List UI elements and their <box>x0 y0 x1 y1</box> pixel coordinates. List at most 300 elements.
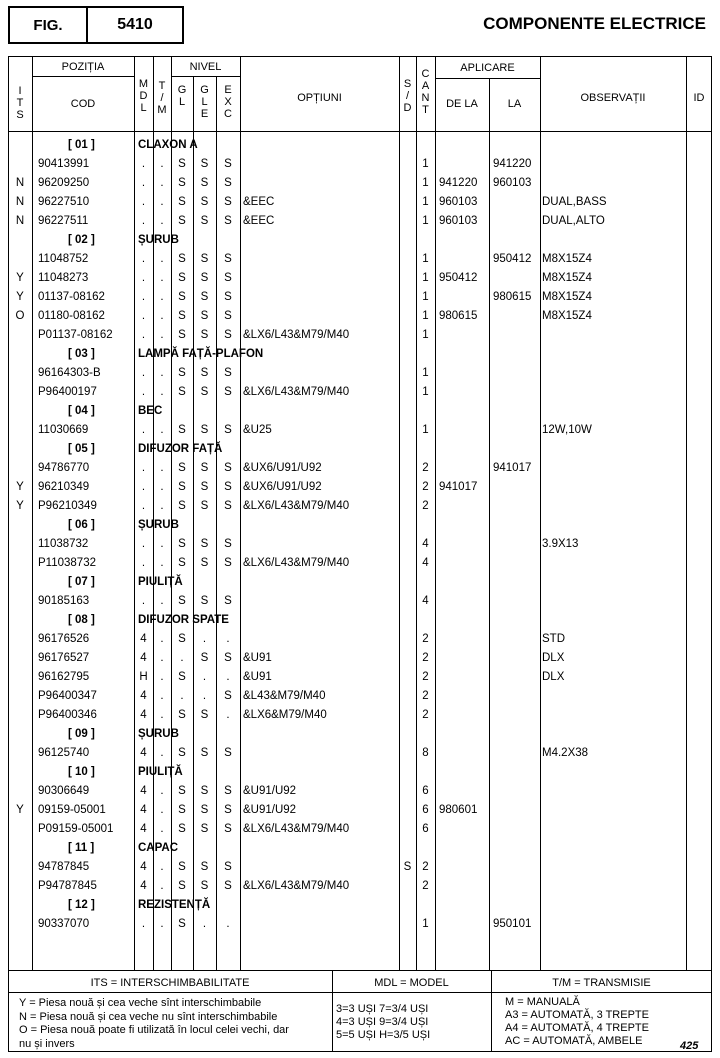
part-code: 09159-05001 <box>38 804 106 816</box>
level-exc: S <box>224 690 232 702</box>
section-header-row <box>0 727 720 746</box>
page-title: COMPONENTE ELECTRICE <box>483 14 706 33</box>
transmission-code: . <box>160 329 164 341</box>
transmission-code: . <box>160 538 164 550</box>
transmission-code: . <box>160 291 164 303</box>
applies-to: 980615 <box>493 291 532 303</box>
level-exc: . <box>226 918 230 930</box>
section-header-row <box>0 841 720 860</box>
quantity: 1 <box>422 272 429 284</box>
table-row <box>0 480 720 499</box>
part-code: P96400197 <box>38 386 97 398</box>
level-exc: S <box>224 595 232 607</box>
model-code: 4 <box>140 709 147 721</box>
quantity: 6 <box>422 804 429 816</box>
model-code: . <box>141 272 146 284</box>
its-code: Y <box>16 500 24 512</box>
model-code: . <box>141 595 146 607</box>
level-gle: S <box>200 424 209 436</box>
position-number: [ 10 ] <box>68 766 95 778</box>
table-row <box>0 309 720 328</box>
column-header-mdl: M D L <box>138 78 149 114</box>
quantity: 2 <box>422 880 429 892</box>
quantity: 1 <box>422 215 429 227</box>
section-header-row <box>0 347 720 366</box>
model-code: 4 <box>140 880 147 892</box>
level-gle: S <box>200 367 209 379</box>
table-row <box>0 917 720 936</box>
applies-to: 950412 <box>493 253 532 265</box>
part-name: LAMPĂ FAȚĂ-PLAFON <box>138 348 264 360</box>
model-code: 4 <box>140 785 147 797</box>
level-exc: S <box>224 823 232 835</box>
part-name: BEC <box>138 405 163 417</box>
column-header-sd: S / D <box>403 78 412 114</box>
level-gle: S <box>200 557 209 569</box>
position-number: [ 03 ] <box>68 348 95 360</box>
transmission-code: . <box>160 557 164 569</box>
table-row <box>0 328 720 347</box>
level-exc: S <box>224 215 232 227</box>
options: &LX6&M79/M40 <box>243 709 327 721</box>
model-code: . <box>141 310 146 322</box>
part-code: 94787845 <box>38 861 90 873</box>
column-header-exc: E X C <box>224 84 232 120</box>
level-gle: S <box>200 595 209 607</box>
quantity: 4 <box>422 595 429 607</box>
table-row <box>0 176 720 195</box>
position-number: [ 05 ] <box>68 443 95 455</box>
part-code: 11030669 <box>38 424 89 436</box>
applies-from: 941017 <box>439 481 478 493</box>
section-header-row <box>0 404 720 423</box>
transmission-code: . <box>160 272 164 284</box>
level-exc: S <box>224 481 232 493</box>
quantity: 8 <box>422 747 429 759</box>
part-code: P01137-08162 <box>38 329 113 341</box>
table-row <box>0 461 720 480</box>
part-name: CAPAC <box>138 842 179 854</box>
table-row <box>0 290 720 309</box>
legend-tm-line: A3 = AUTOMATĂ, 3 TREPTE <box>505 1009 649 1021</box>
column-header-id: ID <box>693 92 705 104</box>
grid-line <box>8 131 712 132</box>
section-header-row <box>0 442 720 461</box>
transmission-code: . <box>160 177 164 189</box>
its-code: N <box>15 215 25 227</box>
level-gl: S <box>178 880 186 892</box>
quantity: 1 <box>422 424 429 436</box>
level-exc: S <box>224 880 232 892</box>
level-gle: S <box>200 291 209 303</box>
level-gle: S <box>200 272 209 284</box>
table-row <box>0 632 720 651</box>
table-row <box>0 157 720 176</box>
level-gl: S <box>178 595 186 607</box>
table-row <box>0 708 720 727</box>
transmission-code: . <box>160 918 164 930</box>
level-exc: S <box>224 861 232 873</box>
observations: M8X15Z4 <box>542 291 592 303</box>
observations: 3.9X13 <box>542 538 579 550</box>
transmission-code: . <box>160 215 164 227</box>
legend-tm-title: T/M = TRANSMISIE <box>552 977 651 989</box>
quantity: 1 <box>422 291 429 303</box>
model-code: . <box>141 177 146 189</box>
options: &LX6/L43&M79/M40 <box>243 329 350 341</box>
part-name: ȘURUB <box>138 234 179 246</box>
column-header-cod: COD <box>70 98 96 110</box>
level-gl: S <box>178 367 186 379</box>
level-gle: S <box>200 481 209 493</box>
level-exc: S <box>224 158 232 170</box>
level-exc: . <box>226 671 230 683</box>
quantity: 2 <box>422 633 429 645</box>
level-gl: S <box>178 291 186 303</box>
level-exc: S <box>224 557 232 569</box>
table-row <box>0 195 720 214</box>
level-gl: S <box>178 785 186 797</box>
level-gle: S <box>200 709 209 721</box>
legend-tm-line: A4 = AUTOMATĂ, 4 TREPTE <box>505 1022 649 1034</box>
level-gl: S <box>178 272 186 284</box>
level-gl: . <box>180 690 184 702</box>
options: &LX6/L43&M79/M40 <box>243 500 350 512</box>
level-exc: S <box>224 253 232 265</box>
level-gl: S <box>178 804 186 816</box>
table-row <box>0 689 720 708</box>
level-gle: S <box>200 785 209 797</box>
its-code: Y <box>16 804 24 816</box>
table-row <box>0 670 720 689</box>
level-gle: S <box>200 652 209 664</box>
quantity: 1 <box>422 253 429 265</box>
model-code: 4 <box>140 633 147 645</box>
position-number: [ 07 ] <box>68 576 95 588</box>
position-number: [ 09 ] <box>68 728 95 740</box>
grid-line <box>171 76 240 77</box>
options: &LX6/L43&M79/M40 <box>243 386 350 398</box>
level-gl: S <box>178 633 186 645</box>
level-gl: S <box>178 557 186 569</box>
legend-its-line: O = Piesa nouă poate fi utilizată în locul celei vechi, dar <box>19 1024 289 1036</box>
level-gl: S <box>178 177 186 189</box>
model-code: . <box>141 918 146 930</box>
level-gl: S <box>178 671 186 683</box>
model-code: . <box>141 557 146 569</box>
options: &U91/U92 <box>243 804 297 816</box>
level-exc: . <box>226 709 230 721</box>
transmission-code: . <box>160 690 164 702</box>
transmission-code: . <box>160 367 164 379</box>
quantity: 6 <box>422 823 429 835</box>
column-header-optiuni: OPȚIUNI <box>297 92 342 104</box>
level-exc: S <box>224 272 232 284</box>
legend-its-line: nu și invers <box>19 1037 75 1050</box>
model-code: 4 <box>140 747 147 759</box>
quantity: 2 <box>422 462 429 474</box>
transmission-code: . <box>160 880 164 892</box>
legend-tm-line: M = MANUALĂ <box>505 996 580 1008</box>
applies-from: 980615 <box>439 310 478 322</box>
model-code: . <box>141 424 146 436</box>
level-exc: S <box>224 652 232 664</box>
part-code: 01137-08162 <box>38 291 105 303</box>
part-code: 90306649 <box>38 785 90 797</box>
level-exc: S <box>224 196 232 208</box>
column-header-observatii: OBSERVAȚII <box>580 92 646 104</box>
fig-label-box <box>8 6 88 44</box>
transmission-code: . <box>160 595 164 607</box>
model-code: . <box>141 500 146 512</box>
part-code: 96209250 <box>38 177 90 189</box>
quantity: 1 <box>422 329 429 341</box>
options: &UX6/U91/U92 <box>243 462 322 474</box>
part-code: 90337070 <box>38 918 90 930</box>
part-code: 11048273 <box>38 272 89 284</box>
model-code: H <box>139 671 148 683</box>
level-exc: S <box>224 804 232 816</box>
column-header-aplicare: APLICARE <box>460 62 515 74</box>
model-code: . <box>141 253 146 265</box>
transmission-code: . <box>160 253 164 265</box>
level-exc: S <box>224 310 232 322</box>
model-code: . <box>141 386 146 398</box>
level-gle: S <box>200 462 209 474</box>
quantity: 2 <box>422 481 429 493</box>
level-gle: S <box>200 538 209 550</box>
sd-code: S <box>403 861 412 873</box>
column-header-de-la: DE LA <box>446 98 478 110</box>
part-code: 96164303-B <box>38 367 101 379</box>
grid-line <box>8 970 712 971</box>
applies-to: 950101 <box>493 918 532 930</box>
model-code: . <box>141 291 146 303</box>
model-code: 4 <box>140 652 147 664</box>
options: &U25 <box>243 424 272 436</box>
transmission-code: . <box>160 633 164 645</box>
transmission-code: . <box>160 747 164 759</box>
legend-its-line: Y = Piesa nouă și cea veche sînt interschimbabile <box>19 997 262 1009</box>
part-name: DIFUZOR SPATE <box>138 614 229 626</box>
model-code: . <box>141 481 146 493</box>
legend-its-title: ITS = INTERSCHIMBABILITATE <box>90 977 250 989</box>
model-code: 4 <box>140 861 147 873</box>
position-number: [ 12 ] <box>68 899 95 911</box>
table-row <box>0 879 720 898</box>
options: &UX6/U91/U92 <box>243 481 322 493</box>
level-gl: S <box>178 462 186 474</box>
quantity: 6 <box>422 785 429 797</box>
its-code: Y <box>16 291 24 303</box>
position-number: [ 02 ] <box>68 234 95 246</box>
level-gle: S <box>200 804 209 816</box>
applies-from: 941220 <box>439 177 478 189</box>
level-gl: S <box>178 215 186 227</box>
position-number: [ 11 ] <box>68 842 95 854</box>
level-gl: S <box>178 709 186 721</box>
options: &EEC <box>243 196 275 208</box>
part-name: DIFUZOR FAȚĂ <box>138 443 223 455</box>
legend-mdl-line: 5=5 UȘI H=3/5 UȘI <box>336 1029 431 1041</box>
model-code: 4 <box>140 690 147 702</box>
part-name: PIULIȚĂ <box>138 766 183 778</box>
legend-tm-line: AC = AUTOMATĂ, AMBELE <box>505 1035 643 1047</box>
part-code: 96125740 <box>38 747 90 759</box>
quantity: 2 <box>422 652 429 664</box>
part-code: P96400347 <box>38 690 97 702</box>
transmission-code: . <box>160 386 164 398</box>
transmission-code: . <box>160 652 164 664</box>
level-gle: . <box>202 671 207 683</box>
level-gl: S <box>178 823 186 835</box>
table-row <box>0 271 720 290</box>
table-row <box>0 423 720 442</box>
table-row <box>0 651 720 670</box>
page-number: 425 <box>680 1040 699 1052</box>
part-name: CLAXON A <box>138 139 198 151</box>
applies-from: 960103 <box>439 215 478 227</box>
column-header-nivel: NIVEL <box>189 61 222 73</box>
model-code: . <box>141 196 146 208</box>
level-gl: S <box>178 424 186 436</box>
level-gle: S <box>200 861 209 873</box>
transmission-code: . <box>160 310 164 322</box>
quantity: 1 <box>422 367 429 379</box>
level-gl: . <box>180 652 184 664</box>
observations: M8X15Z4 <box>542 310 592 322</box>
transmission-code: . <box>160 196 164 208</box>
quantity: 4 <box>422 557 429 569</box>
quantity: 2 <box>422 500 429 512</box>
level-gle: . <box>202 633 207 645</box>
options: &U91 <box>243 652 272 664</box>
quantity: 1 <box>422 158 429 170</box>
part-code: P09159-05001 <box>38 823 114 835</box>
level-gle: S <box>200 215 209 227</box>
part-name: PIULIȚĂ <box>138 576 183 588</box>
fig-number: 5410 <box>117 16 153 33</box>
its-code: N <box>15 196 25 208</box>
table-row <box>0 556 720 575</box>
level-exc: S <box>224 291 232 303</box>
grid-line <box>435 78 540 79</box>
section-header-row <box>0 898 720 917</box>
quantity: 2 <box>422 861 429 873</box>
transmission-code: . <box>160 823 164 835</box>
part-code: 96176527 <box>38 652 90 664</box>
table-row <box>0 822 720 841</box>
table-row <box>0 537 720 556</box>
level-gl: S <box>178 747 186 759</box>
level-exc: S <box>224 500 232 512</box>
part-code: P11038732 <box>38 557 96 569</box>
options: &LX6/L43&M79/M40 <box>243 880 350 892</box>
model-code: . <box>141 538 146 550</box>
part-name: REZISTENȚĂ <box>138 899 211 911</box>
level-gle: S <box>200 880 209 892</box>
fig-label: FIG. <box>33 16 63 34</box>
legend-mdl-title: MDL = MODEL <box>374 977 449 989</box>
level-gle: S <box>200 329 209 341</box>
transmission-code: . <box>160 804 164 816</box>
level-gle: S <box>200 823 209 835</box>
model-code: . <box>141 329 146 341</box>
part-code: 11048752 <box>38 253 89 265</box>
options: &LX6/L43&M79/M40 <box>243 557 350 569</box>
section-header-row <box>0 765 720 784</box>
level-exc: S <box>224 747 232 759</box>
table-row <box>0 366 720 385</box>
level-gle: S <box>200 196 209 208</box>
transmission-code: . <box>160 709 164 721</box>
options: &U91/U92 <box>243 785 297 797</box>
legend-its-line: N = Piesa nouă și cea veche nu sînt interschimbabile <box>19 1010 278 1023</box>
observations: M8X15Z4 <box>542 253 592 265</box>
table-row <box>0 385 720 404</box>
transmission-code: . <box>160 462 164 474</box>
level-exc: S <box>224 538 232 550</box>
level-gl: S <box>178 158 186 170</box>
position-number: [ 08 ] <box>68 614 95 626</box>
column-header-la: LA <box>507 98 522 110</box>
section-header-row <box>0 233 720 252</box>
level-gle: . <box>202 690 207 702</box>
level-gl: S <box>178 538 186 550</box>
transmission-code: . <box>160 861 164 873</box>
part-code: 94786770 <box>38 462 90 474</box>
options: &LX6/L43&M79/M40 <box>243 823 350 835</box>
quantity: 1 <box>422 196 429 208</box>
column-header-tm: T / M <box>157 80 167 116</box>
level-exc: S <box>224 367 232 379</box>
section-header-row <box>0 518 720 537</box>
level-gle: S <box>200 386 209 398</box>
part-code: 90185163 <box>38 595 90 607</box>
observations: STD <box>542 633 565 645</box>
table-row <box>0 860 720 879</box>
level-exc: S <box>224 785 232 797</box>
level-gl: S <box>178 500 186 512</box>
level-gle: S <box>200 310 209 322</box>
column-header-pozitia: POZIȚIA <box>61 61 105 73</box>
grid-line <box>32 76 134 77</box>
applies-to: 941017 <box>493 462 532 474</box>
options: &U91 <box>243 671 272 683</box>
observations: DLX <box>542 652 565 664</box>
column-header-cant: C A N T <box>421 68 430 116</box>
observations: DUAL,BASS <box>542 196 607 208</box>
table-row <box>0 594 720 613</box>
model-code: . <box>141 215 146 227</box>
table-row <box>0 214 720 233</box>
part-code: P96210349 <box>38 500 97 512</box>
level-gle: S <box>200 747 209 759</box>
level-gle: . <box>202 918 207 930</box>
transmission-code: . <box>160 481 164 493</box>
part-code: 11038732 <box>38 538 89 550</box>
quantity: 2 <box>422 690 429 702</box>
observations: DUAL,ALTO <box>542 215 605 227</box>
options: &EEC <box>243 215 275 227</box>
its-code: Y <box>16 481 24 493</box>
table-row <box>0 784 720 803</box>
its-code: O <box>15 310 25 322</box>
column-header-gle: G L E <box>200 84 209 120</box>
column-header-its: I T S <box>16 85 24 121</box>
part-code: 01180-08162 <box>38 310 105 322</box>
level-gl: S <box>178 481 186 493</box>
